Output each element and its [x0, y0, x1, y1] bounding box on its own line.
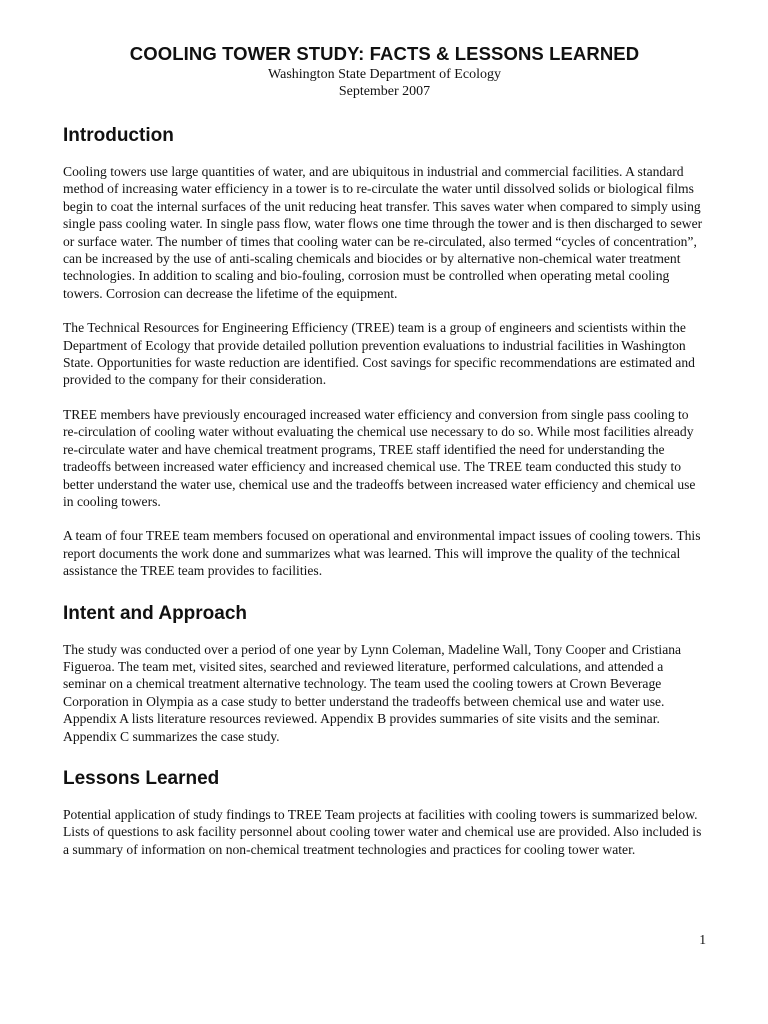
document-date: September 2007: [338, 84, 431, 99]
lessons-paragraph-1: Potential application of study findings to TREE Team projects at facilities with cooling towers is summarized below. Lists of questions to ask facility personnel about cooling tower water and chemical use are provided. Also included is a summary of information on non-chemical treatment technologies and practices for cooling tower water.: [63, 806, 702, 857]
section-heading-introduction: Introduction: [63, 125, 174, 146]
document-page: [63, 42, 706, 858]
organization-name: Washington State Department of Ecology: [268, 67, 501, 82]
intro-paragraph-1: Cooling towers use large quantities of water, and are ubiquitous in industrial and commercial facilities. A standard method of increasing water efficiency in a tower is to re-circulate the water until dissolved solids or biological films begin to coat the internal surfaces of the unit reducing heat transfer. This saves water when compared to simply using single pass cooling water. In single pass flow, water flows one time through the tower and is then discharged to sewer or surface water. The number of times that cooling water can be re-circulated, also termed “cycles of concentration”, can be increased by the use of anti-scaling chemicals and biocides or by alternative non-chemical water treatment technologies. In addition to scaling and bio-fouling, corrosion must be controlled when operating metal cooling towers. Corrosion can decrease the lifetime of the equipment.: [63, 164, 703, 301]
section-heading-intent-approach: Intent and Approach: [63, 602, 248, 624]
intro-paragraph-4: A team of four TREE team members focused on operational and environmental impact issues of cooling towers. This report documents the work done and summarizes what was learned. This will improve the quality of the technical assistance the TREE team provides to facilities.: [63, 528, 701, 579]
document-title: COOLING TOWER STUDY: FACTS & LESSONS LEARNED: [129, 43, 640, 64]
page-number: 1: [699, 932, 706, 947]
section-heading-lessons-learned: Lessons Learned: [63, 767, 220, 789]
intro-paragraph-2: The Technical Resources for Engineering Efficiency (TREE) team is a group of engineers and scientists within the Department of Ecology that provide detailed pollution prevention evaluations to industrial facilities in Washington State. Opportunities for waste reduction are identified. Cost savings for specific recommendations are estimated and provided to the company for their consideration.: [63, 320, 695, 388]
approach-paragraph-1: The study was conducted over a period of one year by Lynn Coleman, Madeline Wall, Tony Cooper and Cristiana Figueroa. The team met, visited sites, searched and reviewed literature, performed calculations, and attended a seminar on a chemical treatment alternative technology. The team used the cooling towers at Crown Beverage Corporation in Olympia as a case study to better understand the tradeoffs between chemical use and water use. Appendix A lists literature resources reviewed. Appendix B provides summaries of site visits and the seminar. Appendix C summarizes the case study.: [63, 641, 682, 744]
intro-paragraph-3: TREE members have previously encouraged increased water efficiency and conversion from single pass cooling to re-circulation of cooling water without evaluating the chemical use necessary to do so. While most facilities already re-circulate water and have chemical treatment programs, TREE staff identified the need for understanding the tradeoffs between increased water efficiency and increased chemical use. The TREE team conducted this study to better understand the water use, chemical use and the tradeoffs between increased water efficiency and chemical use in cooling towers.: [63, 406, 696, 509]
